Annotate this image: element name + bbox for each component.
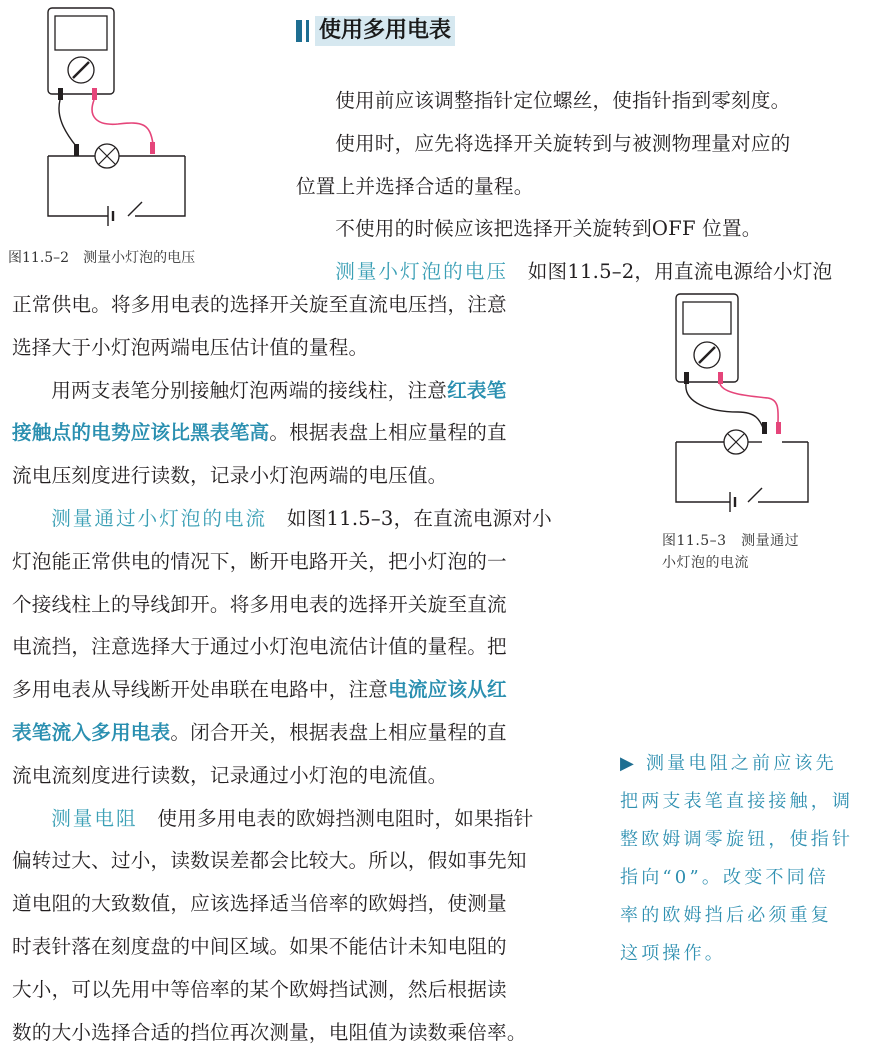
multimeter-display bbox=[683, 302, 731, 334]
resistance-line-4: 时表针落在刻度盘的中间区域。如果不能估计未知电阻的 bbox=[12, 934, 507, 958]
emphasis-into-meter: 表笔流入多用电表 bbox=[12, 720, 171, 744]
intro-paragraph-1: 使用前应该调整指针定位螺丝，使指针指到零刻度。 bbox=[335, 89, 791, 112]
current-line-2: 灯泡能正常供电的情况下，断开电路开关，把小灯泡的一 bbox=[12, 549, 507, 573]
resistance-keyword: 测量电阻 bbox=[51, 806, 138, 830]
intro-paragraph-2-line-1: 使用时，应先将选择开关旋转到与被测物理量对应的 bbox=[335, 131, 791, 155]
side-note-line-5: 率的欧姆挡后必须重复 bbox=[620, 905, 832, 926]
title-bar-icon bbox=[296, 20, 302, 42]
triangle-marker-icon: ▶ bbox=[620, 753, 638, 774]
emphasis-red-probe: 红表笔 bbox=[447, 378, 507, 402]
side-note bbox=[620, 745, 872, 973]
intro-paragraph-3: 不使用的时候应该把选择开关旋转到OFF 位置。 bbox=[335, 217, 762, 241]
resistance-line-1: 测量电阻 使用多用电表的欧姆挡测电阻时，如果指针 bbox=[51, 806, 534, 830]
voltage-line-3: 选择大于小灯泡两端电压估计值的量程。 bbox=[12, 335, 369, 359]
current-line-1: 测量通过小灯泡的电流 如图11.5–3，在直流电源对小 bbox=[51, 506, 552, 530]
switch-icon bbox=[128, 202, 142, 216]
current-line-4: 电流挡，注意选择大于通过小灯泡电流估计值的量程。把 bbox=[12, 635, 507, 659]
current-line-7: 流电流刻度进行读数，记录通过小灯泡的电流值。 bbox=[12, 763, 448, 787]
side-note-line-3: 整欧姆调零旋钮，使指针 bbox=[620, 829, 854, 850]
intro-block bbox=[296, 80, 876, 294]
voltage-line-4: 用两支表笔分别接触灯泡两端的接线柱，注意红表笔 bbox=[51, 378, 507, 402]
side-note-line-2: 把两支表笔直接接触，调 bbox=[620, 791, 854, 812]
emphasis-potential: 接触点的电势应该比黑表笔高 bbox=[12, 421, 270, 445]
voltage-line-6: 流电压刻度进行读数，记录小灯泡两端的电压值。 bbox=[12, 464, 448, 488]
voltage-line-1: 如图11.5–2，用直流电源给小灯泡 bbox=[527, 260, 833, 284]
figure-11-5-2-voltage-diagram bbox=[38, 6, 198, 226]
voltage-keyword: 测量小灯泡的电压 bbox=[335, 260, 508, 284]
main-text-column bbox=[12, 284, 580, 1054]
multimeter-display bbox=[55, 16, 107, 50]
red-probe-jack bbox=[92, 88, 97, 100]
red-probe-jack bbox=[718, 372, 723, 384]
section-title-label: 使用多用电表 bbox=[315, 16, 455, 46]
intro-paragraph-2-line-2: 位置上并选择合适的量程。 bbox=[296, 174, 534, 198]
current-line-6: 表笔流入多用电表。闭合开关，根据表盘上相应量程的直 bbox=[12, 720, 507, 744]
resistance-line-6: 数的大小选择合适的挡位再次测量，电阻值为读数乘倍率。 bbox=[12, 1020, 527, 1044]
section-title bbox=[296, 14, 455, 48]
voltage-line-2: 正常供电。将多用电表的选择开关旋至直流电压挡，注意 bbox=[12, 293, 507, 316]
resistance-line-3: 道电阻的大致数值，应该选择适当倍率的欧姆挡，使测量 bbox=[12, 892, 507, 916]
current-line-5: 多用电表从导线断开处串联在电路中，注意电流应该从红 bbox=[12, 678, 507, 702]
current-keyword: 测量通过小灯泡的电流 bbox=[51, 506, 268, 530]
side-note-line-1: ▶ 测量电阻之前应该先 bbox=[620, 753, 837, 774]
title-bar-icon bbox=[306, 20, 309, 42]
side-note-line-4: 指向“0”。改变不同倍 bbox=[620, 867, 830, 888]
black-probe-jack bbox=[58, 88, 63, 100]
resistance-line-2: 偏转过大、过小，读数误差都会比较大。所以，假如事先知 bbox=[12, 849, 527, 873]
switch-icon bbox=[748, 488, 762, 502]
emphasis-current-direction: 电流应该从红 bbox=[388, 678, 507, 702]
side-note-line-6: 这项操作。 bbox=[620, 943, 726, 964]
figure-11-5-2-caption: 图11.5–2 测量小灯泡的电压 bbox=[8, 250, 196, 266]
figure-11-5-3-caption: 图11.5–3 测量通过 小灯泡的电流 bbox=[662, 533, 800, 571]
figure-11-5-3-current-diagram bbox=[668, 292, 818, 514]
current-line-3: 个接线柱上的导线卸开。将多用电表的选择开关旋至直流 bbox=[12, 592, 507, 616]
voltage-line-5: 接触点的电势应该比黑表笔高。根据表盘上相应量程的直 bbox=[12, 421, 507, 445]
black-probe-jack bbox=[684, 372, 689, 384]
resistance-line-5: 大小，可以先用中等倍率的某个欧姆挡试测，然后根据读 bbox=[12, 977, 507, 1001]
